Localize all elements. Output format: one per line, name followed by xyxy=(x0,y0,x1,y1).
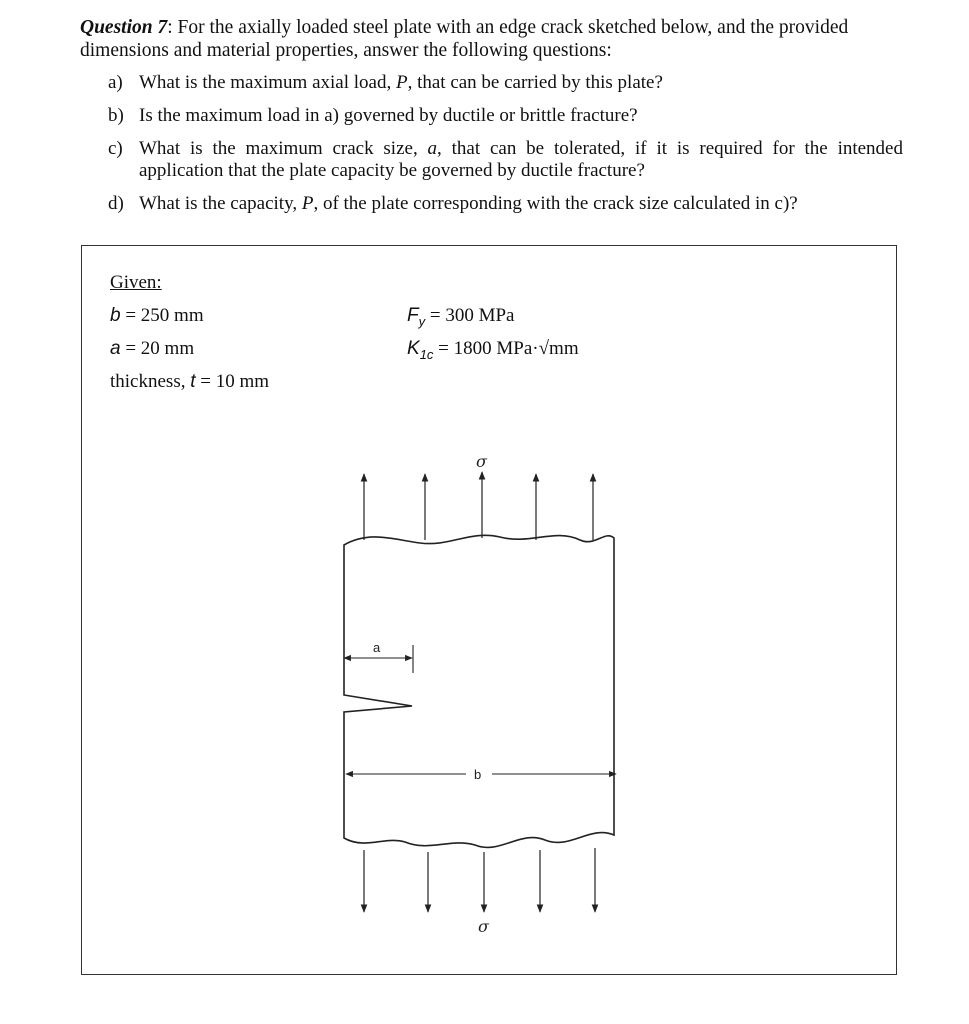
plate-outline xyxy=(344,535,614,847)
given-title: Given: xyxy=(110,272,162,293)
given-k1c: $K_{1c} = 1800$ MPa·√mm xyxy=(407,338,579,362)
given-thickness: thickness, t = 10 mm xyxy=(110,371,270,392)
item-label: b) xyxy=(108,105,124,126)
sigma-top-label: σ xyxy=(476,452,487,471)
question-number-label: Question 7 xyxy=(80,17,168,38)
item-text: What is the maximum crack size, a, that can be tolerated, if it is required for the intended application that the plate capacity be governed by ductile fracture? xyxy=(139,138,903,181)
item-text: Is the maximum load in a) governed by ductile or brittle fracture? xyxy=(139,105,638,126)
sigma-bottom-label: σ xyxy=(478,917,489,936)
bottom-stress-arrows xyxy=(364,848,595,912)
item-label: c) xyxy=(108,138,123,159)
given-b: b = 250 mm xyxy=(110,305,204,326)
given-fy: $F_y = 300$ MPa xyxy=(407,305,515,329)
crack-size-label: a xyxy=(373,640,381,655)
item-text: What is the maximum axial load, P, that can be carried by this plate? xyxy=(139,72,663,93)
top-stress-arrows xyxy=(364,472,593,540)
question-intro-text: : For the axially loaded steel plate with an edge crack sketched below, and the provided dimensions and material properties, answer the following questions: xyxy=(80,17,849,61)
given-a: a = 20 mm xyxy=(110,338,195,359)
width-label: b xyxy=(474,767,482,782)
item-text: What is the capacity, P, of the plate corresponding with the crack size calculated in c)? xyxy=(139,193,798,214)
item-label: d) xyxy=(108,193,124,214)
item-label: a) xyxy=(108,72,123,93)
